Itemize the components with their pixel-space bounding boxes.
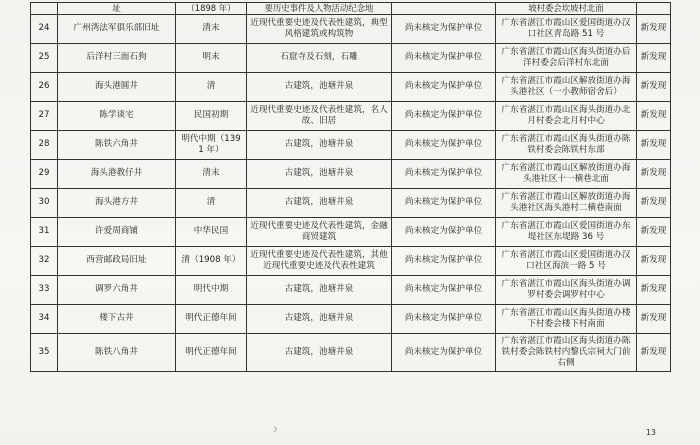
row-number: 31	[31, 218, 58, 247]
protection-status: 尚未核定为保护单位	[392, 73, 496, 102]
category: 古建筑，池塘井泉	[247, 276, 392, 305]
site-name: 陈铁八角井	[58, 334, 176, 372]
category: 古建筑，池塘井泉	[247, 305, 392, 334]
row-number: 32	[31, 247, 58, 276]
table-row	[31, 44, 671, 73]
table-header-row	[31, 3, 671, 15]
era: 明代正德年间	[176, 305, 247, 334]
row-number: 33	[31, 276, 58, 305]
row-number: 26	[31, 73, 58, 102]
location: 广东省湛江市霞山区海头街道办后洋村委会后洋村东北面	[496, 44, 637, 73]
header-cell: 要历史事件及人物活动纪念地	[247, 3, 392, 15]
site-name: 海头港教仔井	[58, 160, 176, 189]
scan-mark: ☽	[271, 426, 278, 434]
site-name: 陈学谈宅	[58, 102, 176, 131]
category: 近现代重要史迹及代表性建筑，典型风格建筑或构筑物	[247, 15, 392, 44]
location: 广东省湛江市霞山区爱国街道办汉口社区青岛路 51 号	[496, 15, 637, 44]
table-row	[31, 305, 671, 334]
location: 广东省湛江市霞山区海头街道办陈铁村委会陈铁村东部	[496, 131, 637, 160]
location: 广东省湛江市霞山区爱国街道办东堤社区东堤路 36 号	[496, 218, 637, 247]
location: 广东省湛江市霞山区爱国街道办汉口社区海滨一路 5 号	[496, 247, 637, 276]
header-cell	[392, 3, 496, 15]
table-row	[31, 247, 671, 276]
era: 明末	[176, 44, 247, 73]
survey-note: 新发现	[637, 276, 671, 305]
era: 清	[176, 73, 247, 102]
location: 广东省湛江市霞山区解放街道办海头港社区（一小教师宿舍后）	[496, 73, 637, 102]
table-row	[31, 218, 671, 247]
protection-status: 尚未核定为保护单位	[392, 131, 496, 160]
survey-note: 新发现	[637, 189, 671, 218]
era: 清（1908 年）	[176, 247, 247, 276]
category: 古建筑，池塘井泉	[247, 334, 392, 372]
site-name: 陈铁六角井	[58, 131, 176, 160]
protection-status: 尚未核定为保护单位	[392, 15, 496, 44]
site-name: 西营邮政局旧址	[58, 247, 176, 276]
row-number: 28	[31, 131, 58, 160]
row-number: 35	[31, 334, 58, 372]
era: 民国初期	[176, 102, 247, 131]
protection-status: 尚未核定为保护单位	[392, 160, 496, 189]
row-number: 27	[31, 102, 58, 131]
survey-note: 新发现	[637, 305, 671, 334]
category: 古建筑，池塘井泉	[247, 73, 392, 102]
era: 清末	[176, 160, 247, 189]
location: 广东省湛江市霞山区海头街道办陈铁村委会陈铁村内黎氏宗祠大门前右侧	[496, 334, 637, 372]
category: 古建筑，池塘井泉	[247, 131, 392, 160]
era: 明代中期（1391 年）	[176, 131, 247, 160]
era: 明代中期	[176, 276, 247, 305]
header-cell: （1898 年）	[176, 3, 247, 15]
site-name: 广州湾法军俱乐部旧址	[58, 15, 176, 44]
heritage-table	[30, 2, 671, 372]
header-cell	[31, 3, 58, 15]
protection-status: 尚未核定为保护单位	[392, 218, 496, 247]
row-number: 34	[31, 305, 58, 334]
category: 近现代重要史迹及代表性建筑，其他近现代重要史迹及代表性建筑	[247, 247, 392, 276]
site-name: 楼下古井	[58, 305, 176, 334]
protection-status: 尚未核定为保护单位	[392, 247, 496, 276]
header-cell	[637, 3, 671, 15]
protection-status: 尚未核定为保护单位	[392, 44, 496, 73]
survey-note: 新发现	[637, 247, 671, 276]
era: 中华民国	[176, 218, 247, 247]
survey-note: 新发现	[637, 131, 671, 160]
table-row	[31, 160, 671, 189]
survey-note: 新发现	[637, 334, 671, 372]
era: 清	[176, 189, 247, 218]
location: 广东省湛江市霞山区海头街道办调罗村委会调罗村中心	[496, 276, 637, 305]
row-number: 30	[31, 189, 58, 218]
header-cell: 址	[58, 3, 176, 15]
table-row	[31, 276, 671, 305]
protection-status: 尚未核定为保护单位	[392, 305, 496, 334]
row-number: 24	[31, 15, 58, 44]
survey-note: 新发现	[637, 218, 671, 247]
category: 石窟寺及石刻，石雕	[247, 44, 392, 73]
table-row	[31, 189, 671, 218]
location: 广东省湛江市霞山区海头街道办北月村委会北月村中心	[496, 102, 637, 131]
era: 清末	[176, 15, 247, 44]
table-row	[31, 73, 671, 102]
survey-note: 新发现	[637, 44, 671, 73]
site-name: 许爱周商铺	[58, 218, 176, 247]
table-row	[31, 131, 671, 160]
era: 明代正德年间	[176, 334, 247, 372]
table-row	[31, 102, 671, 131]
table-row	[31, 334, 671, 372]
location: 广东省湛江市霞山区解放街道办海头港社区海头港村二横巷南面	[496, 189, 637, 218]
protection-status: 尚未核定为保护单位	[392, 189, 496, 218]
site-name: 后洋村三面石狗	[58, 44, 176, 73]
table-row	[31, 15, 671, 44]
protection-status: 尚未核定为保护单位	[392, 102, 496, 131]
category: 近现代重要史迹及代表性建筑，名人故、旧居	[247, 102, 392, 131]
category: 近现代重要史迹及代表性建筑，金融商贸建筑	[247, 218, 392, 247]
survey-note: 新发现	[637, 102, 671, 131]
site-name: 调罗六角井	[58, 276, 176, 305]
survey-note: 新发现	[637, 15, 671, 44]
location: 广东省湛江市霞山区海头街道办楼下村委会楼下村南面	[496, 305, 637, 334]
page-number: 13	[645, 428, 656, 437]
header-cell: 坡村委会坎坡村北面	[496, 3, 637, 15]
survey-note: 新发现	[637, 160, 671, 189]
location: 广东省湛江市霞山区解放街道办海头港社区十一横巷北面	[496, 160, 637, 189]
survey-note: 新发现	[637, 73, 671, 102]
category: 古建筑，池塘井泉	[247, 189, 392, 218]
category: 古建筑，池塘井泉	[247, 160, 392, 189]
row-number: 29	[31, 160, 58, 189]
protection-status: 尚未核定为保护单位	[392, 276, 496, 305]
row-number: 25	[31, 44, 58, 73]
site-name: 海头港方井	[58, 189, 176, 218]
protection-status: 尚未核定为保护单位	[392, 334, 496, 372]
site-name: 海头港圆井	[58, 73, 176, 102]
